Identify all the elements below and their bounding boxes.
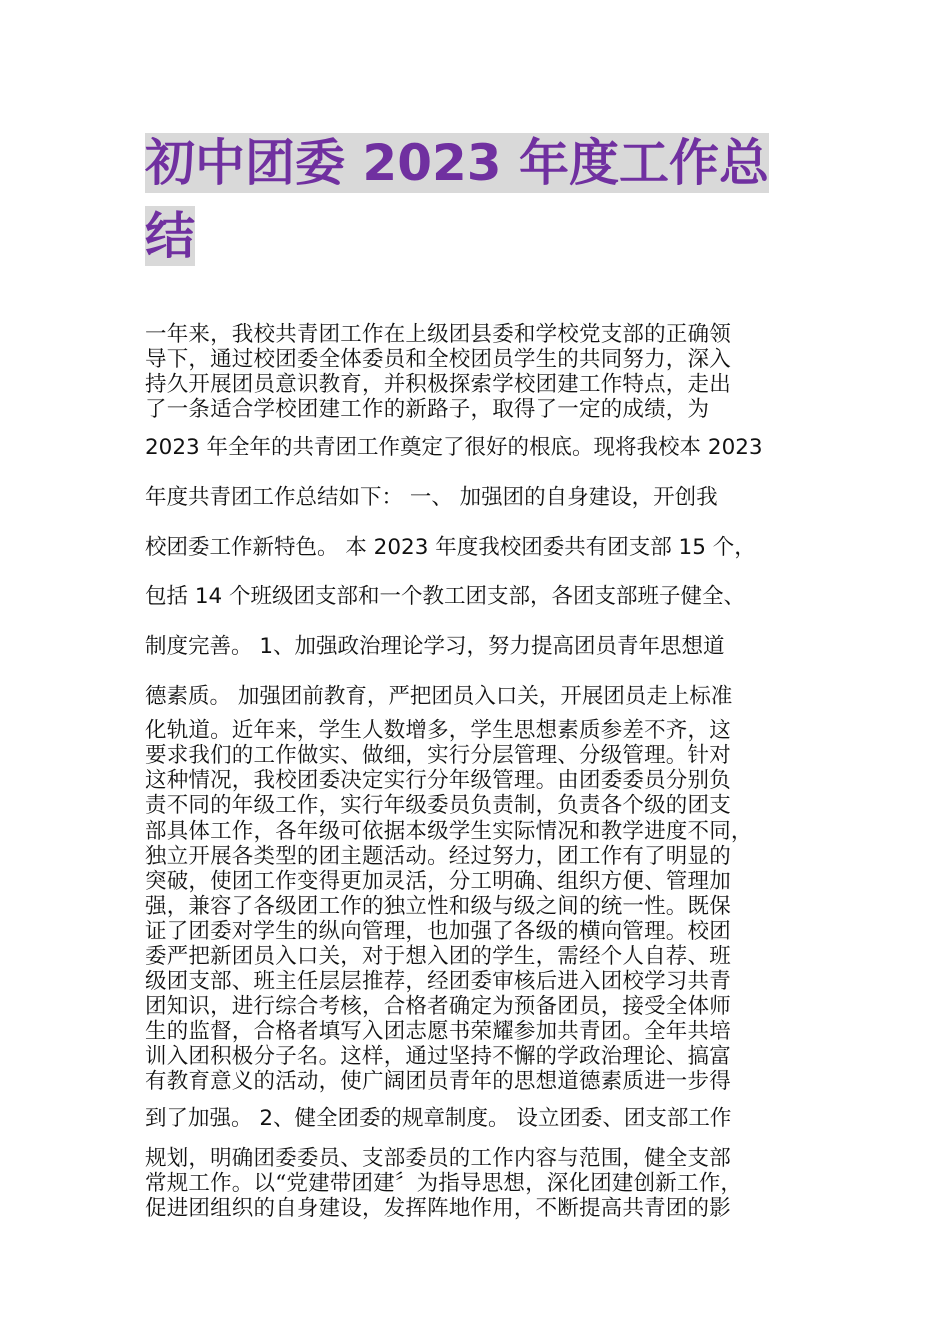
body-line: 证了团委对学生的纵向管理，也加强了各级的横向管理。校团 — [145, 919, 731, 944]
body-line: 独立开展各类型的团主题活动。经过努力，团工作有了明显的 — [145, 844, 731, 869]
body-line: 委严把新团员入口关，对于想入团的学生，需经个人自荐、班 — [145, 944, 731, 969]
body-line: 促进团组织的自身建设，发挥阵地作用，不断提高共青团的影 — [145, 1196, 731, 1221]
body-line: 了一条适合学校团建工作的新路子，取得了一定的成绩，为 — [145, 397, 710, 422]
body-line: 持久开展团员意识教育，并积极探索学校团建工作特点，走出 — [145, 372, 731, 397]
body-line: 生的监督，合格者填写入团志愿书荣耀参加共青团。全年共培 — [145, 1019, 731, 1044]
body-line: 到了加强。 2、健全团委的规章制度。 设立团委、团支部工作 — [145, 1106, 732, 1131]
body-line: 规划，明确团委委员、支部委员的工作内容与范围，健全支部 — [145, 1146, 731, 1171]
body-line: 化轨道。近年来，学生人数增多，学生思想素质参差不齐，这 — [145, 718, 731, 743]
body-line: 常规工作。以“党建带团建〞为指导思想，深化团建创新工作， — [145, 1171, 743, 1196]
body-line: 德素质。 加强团前教育，严把团员入口关，开展团员走上标准 — [145, 684, 733, 709]
body-line: 导下，通过校团委全体委员和全校团员学生的共同努力，深入 — [145, 347, 731, 372]
body-line: 突破，使团工作变得更加灵活，分工明确、组织方便、管理加 — [145, 869, 731, 894]
body-line: 训入团积极分子名。这样，通过坚持不懈的学政治理论、搞富 — [145, 1044, 731, 1069]
body-line: 强，兼容了各级团工作的独立性和级与级之间的统一性。既保 — [145, 894, 731, 919]
document-title-line-2: 结 — [145, 207, 195, 265]
body-line: 年度共青团工作总结如下： 一、 加强团的自身建设，开创我 — [145, 485, 718, 510]
body-line: 校团委工作新特色。 本 2023 年度我校团委共有团支部 15 个， — [145, 535, 756, 560]
body-line: 责不同的年级工作，实行年级委员负责制，负责各个级的团支 — [145, 793, 731, 818]
body-line: 团知识，进行综合考核，合格者确定为预备团员，接受全体师 — [145, 994, 731, 1019]
body-line: 2023 年全年的共青团工作奠定了很好的根底。现将我校本 2023 — [145, 435, 763, 460]
body-line: 制度完善。 1、加强政治理论学习，努力提高团员青年思想道 — [145, 634, 725, 659]
body-line: 这种情况，我校团委决定实行分年级管理。由团委委员分别负 — [145, 768, 731, 793]
body-line: 级团支部、班主任层层推荐，经团委审核后进入团校学习共青 — [145, 969, 731, 994]
body-line: 包括 14 个班级团支部和一个教工团支部，各团支部班子健全、 — [145, 584, 746, 609]
body-line: 部具体工作，各年级可依据本级学生实际情况和教学进度不同， — [145, 819, 753, 844]
document-title-line-1: 初中团委 2023 年度工作总 — [145, 134, 769, 192]
body-line: 有教育意义的活动，使广阔团员青年的思想道德素质进一步得 — [145, 1069, 731, 1094]
body-line: 一年来，我校共青团工作在上级团县委和学校党支部的正确领 — [145, 322, 731, 347]
body-line: 要求我们的工作做实、做细，实行分层管理、分级管理。针对 — [145, 743, 731, 768]
